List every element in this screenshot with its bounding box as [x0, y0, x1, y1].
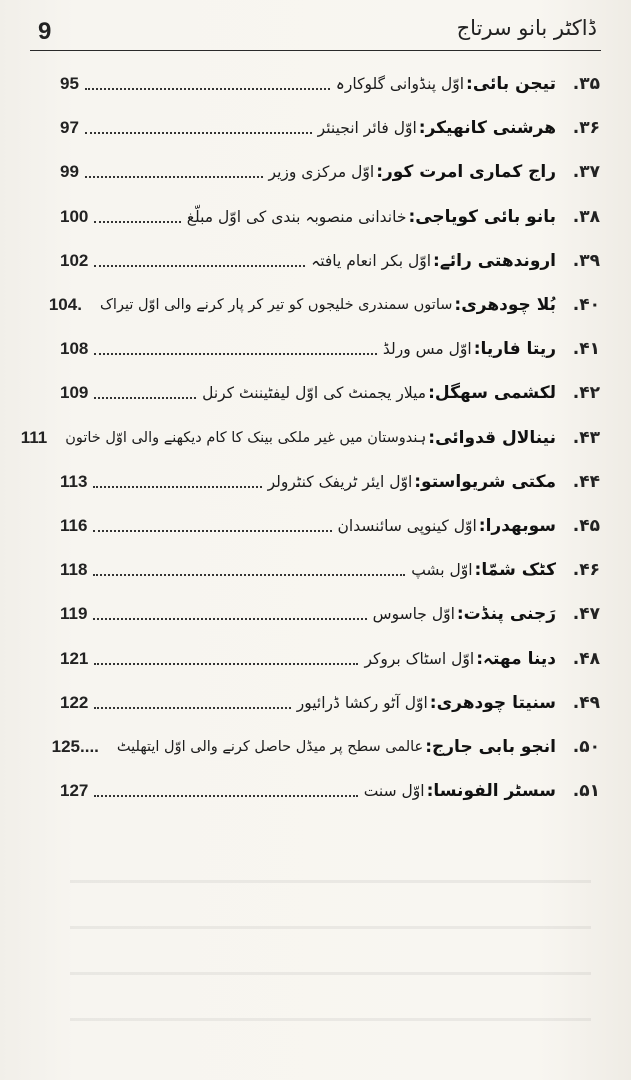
entry-name: کٹک شمّا:: [474, 560, 556, 581]
entry-page: 113: [60, 471, 88, 491]
dot-leader: [94, 663, 358, 665]
entry-number: ۳۸.: [572, 206, 600, 227]
toc-entry-40: [48, 283, 600, 327]
entry-page: 119: [60, 604, 88, 624]
toc-entry-50: [51, 725, 600, 769]
entry-number: ۳۷.: [572, 162, 600, 183]
entry-page: 97: [60, 118, 79, 138]
page-number: 9: [38, 18, 52, 45]
entry-description: اوّل جاسوس: [372, 605, 455, 624]
entry-description: خاندانی منصوبہ بندی کی اوّل مبلّغ: [186, 207, 407, 226]
entry-number: ۳۵.: [572, 74, 600, 95]
dot-leader: [93, 486, 261, 488]
toc-entry-38: [60, 195, 600, 239]
entry-description: اوّل کینوپی سائنسدان: [337, 516, 477, 535]
dot-leader: [94, 265, 305, 267]
dot-leader: [94, 707, 290, 709]
entry-number: ۴۱.: [572, 339, 600, 360]
entry-name: سوبھدرا:: [478, 515, 556, 536]
toc-entry-45: [60, 504, 600, 548]
entry-description: اوّل فائر انجینئر: [317, 119, 417, 138]
entry-name: ھرشنی کانھیکر:: [418, 118, 556, 139]
entry-page: 118: [60, 560, 88, 580]
dot-leader: [85, 88, 330, 90]
entry-name: لکشمی سھگل:: [428, 383, 556, 404]
entry-description: اوّل مس ورلڈ: [382, 340, 472, 359]
entry-number: ۴۲.: [572, 383, 600, 404]
entry-page: 100: [60, 206, 89, 226]
entry-description: اوّل ایئر ٹریفک کنٹرولر: [267, 472, 413, 491]
entry-name: سسٹر الفونسا:: [426, 781, 556, 802]
entry-page: 111: [20, 427, 48, 447]
entry-page: 116: [60, 515, 88, 535]
toc-entry-42: [60, 371, 600, 415]
entry-page: 122: [60, 692, 89, 712]
dot-leader: [93, 618, 366, 620]
entry-number: ۵۱.: [572, 781, 600, 802]
entry-number: ۴۵.: [572, 515, 600, 536]
toc-entry-35: [60, 62, 600, 106]
entry-description: ساتوں سمندری خلیجوں کو تیر کر پار کرنے والی اوّل تیراک: [99, 297, 453, 314]
dot-leader: [85, 132, 312, 134]
entry-description: اوّل بشپ: [411, 561, 473, 580]
entry-page: 109: [60, 383, 89, 403]
toc-entry-43: [20, 416, 600, 460]
entry-name: مکتی شریواستو:: [414, 471, 556, 492]
entry-number: ۵۰.: [572, 736, 600, 757]
show-through-texture: [70, 850, 591, 1050]
entry-description: اوّل سنت: [363, 782, 425, 801]
entry-number: ۴۴.: [572, 471, 600, 492]
entry-description: اوّل مرکزی وزیر: [268, 163, 375, 182]
entry-description: میلار یجمنٹ کی اوّل لیفٹیننٹ کرنل: [202, 384, 427, 403]
entry-page: 121: [60, 648, 89, 668]
entry-description: عالمی سطح پر میڈل حاصل کرنے والی اوّل ایتھلیٹ: [116, 738, 424, 755]
entry-page: 125....: [51, 736, 99, 756]
table-of-contents: [20, 62, 600, 813]
entry-page: 99: [60, 162, 79, 182]
entry-name: نینالال قدوائی:: [428, 427, 556, 448]
toc-entry-37: [60, 150, 600, 194]
dot-leader: [94, 397, 196, 399]
entry-description: ہندوستان میں غیر ملکی بینک کا کام دیکھنے والی اوّل خاتون: [65, 429, 427, 446]
dot-leader: [85, 176, 263, 178]
entry-number: ۳۶.: [572, 118, 600, 139]
toc-entry-44: [60, 460, 600, 504]
entry-name: بانو بائی کویاجی:: [408, 206, 556, 227]
toc-entry-48: [60, 636, 600, 680]
book-title: ڈاکٹر بانو سرتاج: [456, 16, 597, 40]
dot-leader: [94, 221, 180, 223]
toc-entry-36: [60, 106, 600, 150]
entry-number: ۴۳.: [572, 427, 600, 448]
toc-entry-51: [60, 769, 600, 813]
entry-page: 104.: [48, 295, 82, 315]
toc-entry-46: [60, 548, 600, 592]
entry-page: 108: [60, 339, 89, 359]
toc-entry-41: [60, 327, 600, 371]
page-header: [30, 14, 601, 51]
entry-name: انجو بابی جارج:: [425, 736, 556, 757]
entry-number: ۴۸.: [572, 648, 600, 669]
entry-name: ریتا فاریا:: [473, 339, 556, 360]
dot-leader: [94, 353, 377, 355]
entry-name: تیجن بائی:: [466, 74, 556, 95]
entry-name: بُلا چودھری:: [454, 295, 556, 316]
toc-entry-49: [60, 681, 600, 725]
toc-entry-39: [60, 239, 600, 283]
entry-number: ۳۹.: [572, 250, 600, 271]
entry-name: سنیتا چودھری:: [429, 692, 556, 713]
entry-name: اروندھتی رائے:: [433, 251, 556, 272]
entry-number: ۴۰.: [572, 295, 600, 316]
entry-description: اوّل اسٹاک بروکر: [364, 649, 475, 668]
entry-page: 127: [60, 781, 89, 801]
dot-leader: [94, 795, 357, 797]
dot-leader: [93, 530, 331, 532]
entry-description: اوّل بکر انعام یافتہ: [311, 251, 432, 270]
entry-number: ۴۶.: [572, 560, 600, 581]
entry-page: 102: [60, 250, 89, 270]
dot-leader: [93, 574, 405, 576]
entry-page: 95: [60, 74, 79, 94]
entry-name: راج کماری امرت کور:: [376, 162, 556, 183]
entry-name: دینا مھتہ:: [476, 649, 556, 670]
toc-entry-47: [60, 592, 600, 636]
entry-name: رَجنی پنڈت:: [456, 604, 556, 625]
entry-description: اوّل پنڈوانی گلوکارہ: [335, 75, 465, 94]
entry-number: ۴۹.: [572, 692, 600, 713]
entry-number: ۴۷.: [572, 604, 600, 625]
entry-description: اوّل آٹو رکشا ڈرائیور: [296, 693, 428, 712]
